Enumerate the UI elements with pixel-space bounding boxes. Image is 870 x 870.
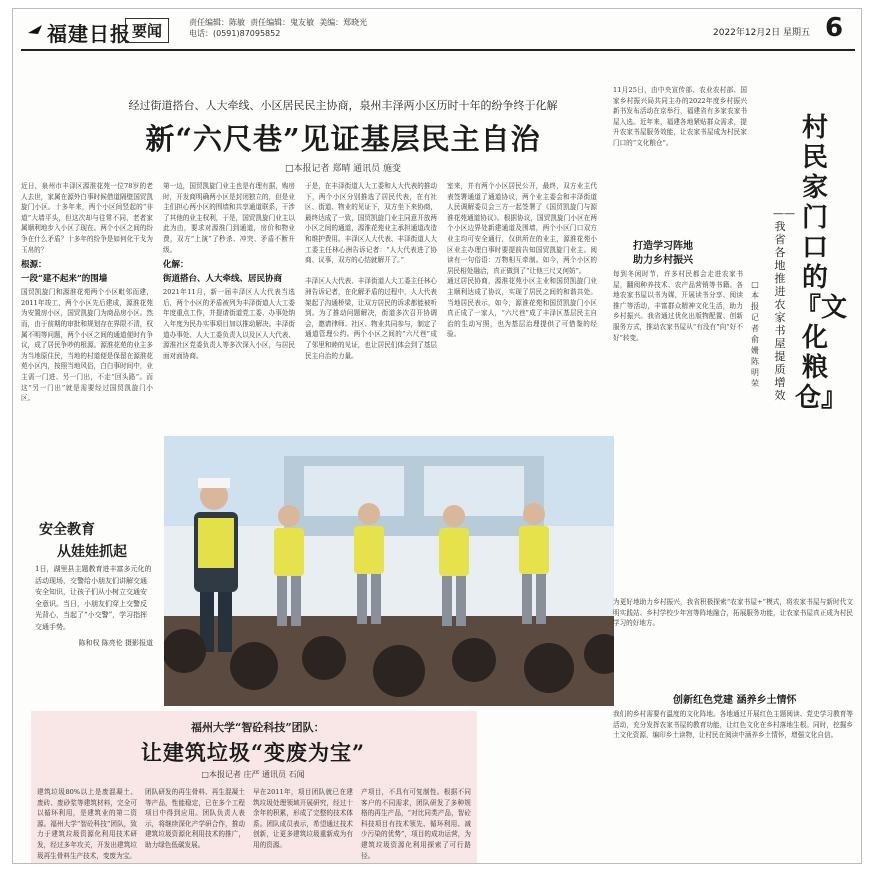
paragraph: 丰泽区人大代表、丰泽街道人大工委主任林心洲告诉记者，在化解矛盾的过程中，人大代表架起了沟通桥梁，让双方居民的诉求都能被听到。为了推动问题解决，街道多次召开协调会，邀请律师、社区、物业共同参与，制定了通道管理公约。两个小区之间的“六尺巷”成了邻里和睦的见证，也让居民们体会到了基层民主自治的力量。	[305, 277, 437, 360]
right-story-headline: 村民家门口的『文化粮仓』	[795, 113, 848, 413]
paragraph: 于是，在丰泽街道人大工委和人大代表的推动下，两个小区分别推选了居民代表，在有社区、街道、物业的见证下，双方坐下来协商，最终达成了一致，国贸凯旋门业主同意开放两小区之间的通道，源淮花苑业主承担通道改造和维护费用。丰泽区人大代表、丰泽街道人大工委主任林心洲告诉记者：“人大代表进了协商、议事，双方的心结就解开了。”	[305, 182, 437, 265]
right-story-subtitle: ——我省各地推进农家书屋提质增效	[773, 207, 795, 402]
main-story-column-1	[21, 181, 153, 431]
right-story-body-3	[613, 709, 853, 861]
paragraph: 建筑垃圾80%以上是废混凝土、废砖、废砂浆等建筑材料，完全可以循环利用，是建筑业的第二资源。福州大学“智砼科技”团队，致力于建筑垃圾资源化利用技术研发，经过多年攻关，开发出建筑垃圾再生骨料生产技术，变废为宝。	[37, 788, 137, 860]
main-story-column-3	[305, 181, 437, 431]
second-story-column-3	[253, 787, 353, 863]
second-story-column-2	[145, 787, 245, 863]
second-story-column-1	[37, 787, 137, 863]
photo-title-line: 从娃娃抓起	[57, 544, 127, 560]
right-subhead: 助力乡村振兴	[633, 255, 693, 266]
right-subhead: 创新红色党建 涵养乡土情怀	[673, 695, 797, 706]
phone-line: 电话：(0591)87095852	[189, 29, 281, 38]
photo-title-line: 安全教育	[39, 522, 95, 538]
subhead: 根源：	[21, 260, 47, 271]
right-story-intro	[613, 85, 747, 225]
paragraph: 每到冬闲时节，许多村民都会走进农家书屋，翻阅种养技术、农产品营销等书籍。各地农家书屋以书为媒，开展读书分享、阅读推广等活动，丰富群众精神文化生活，助力乡村振兴。我省通过优化出版物配置、创新服务方式，推动农家书屋从“有没有”向“好不好”转变。	[613, 270, 743, 342]
main-story-byline: □本报记者 郑晴 通讯员 施变	[284, 164, 402, 174]
second-story-headline: 让建筑垃圾“变废为宝”	[140, 740, 366, 765]
logo-mark-icon	[27, 23, 43, 35]
subhead: 街道搭台、人大牵线、居民协商	[163, 274, 283, 285]
paragraph: 近日，泉州市丰泽区源淮花苑一位78岁的老人去世，家属在源外白事时候借道隔壁国贸凯旋门小区。十多年来，两个小区间竖起的“非道”大墙平头，但这次却与往常不同，老者家属顺利地步入小区了现在。两个小区之间的纷争在什么矛盾？十多年的纷争是如何化干戈为玉帛的？	[21, 182, 153, 254]
paragraph: 通过居民协商，源淮花苑小区主业和国贸凯旋门业主顺利达成了协议，实现了居民之间的和谐共处。当地居民表示，如今，源淮花苑和国贸凯旋门小区真正成了一家人，“六尺巷”成了丰泽区基层民主自治的生动写照，也为基层治理提供了可借鉴的经验。	[447, 277, 597, 339]
editor-line: 责任编辑：鬼友敏	[250, 18, 315, 27]
paragraph: 团队研发的再生骨料、再生混凝土等产品，性能稳定，已在多个工程项目中得到应用。团队负责人表示，将继续深化产学研合作，推动建筑垃圾资源化利用技术的推广，助力绿色低碳发展。	[145, 788, 245, 849]
paragraph: 2021年11月，新一届丰泽区人大代表当选后，两个小区的矛盾被列为丰泽街道人大工委年度重点工作，并提请街道党工委、办事处纳入年度为民办实事项目加以推动解决。丰泽街道办事处、人大工委负责人以及区人大代表、源淮社区党委负责人等多次深入小区，与居民面对面协商。	[163, 288, 295, 360]
main-story-column-4	[447, 181, 597, 431]
editor-line: 美编：郑晓光	[319, 18, 368, 27]
photo-feature-title	[39, 519, 127, 563]
paragraph: 室来，并有两个小区居民公开，最终，双方业主代表签署通道了通道协议，两个业主委会和丰泽街道人民调解委员会三方一起签署了《国贸凯旋门与源淮花苑通道协议》。根据协议，国贸凯旋门小区在两个小区边界处新建通道及围墙，两个小区门口双方业主均可安全通行，仅供所在的业主，源淮花苑小区业主办理白事时要提前告知国贸凯旋门业主。阅读有一句俗语：万物相互牵制。如今，两个小区的居民相处融洽，真正做到了“让他三尺又何妨”。	[447, 182, 597, 275]
second-story-byline: □本报记者 庄严 通讯员 石闻	[201, 770, 305, 779]
main-story-kicker: 经过街道搭台、人大牵线、小区居民民主协商，泉州丰泽两小区历时十年的纷争终于化解	[128, 99, 558, 112]
traffic-safety-photo	[164, 436, 614, 706]
second-story-column-4	[361, 787, 471, 863]
newspaper-logo: 福建日报	[47, 22, 131, 46]
issue-date: 2022年12月2日 星期五	[713, 28, 810, 38]
masthead-rule	[21, 49, 855, 51]
subhead: 化解：	[163, 260, 189, 271]
photo-caption	[35, 564, 153, 649]
paragraph: 第一边，国贸凯旋门业主也是有理有据，购房时，开发商明确两小区是封闭独立的，但是业主们担心两小区的围墙和共享通道联系，干涉了其他的业主权利，于是，国贸凯旋门业主以此为由，要求对源淮门到通道，房价和物业费，双方“上演”了秒杀、冲突、矛盾不断升级。	[163, 182, 295, 254]
main-story-headline: 新“六尺巷”见证基层民主自治	[145, 122, 541, 156]
masthead	[13, 9, 862, 49]
second-story-kicker: 福州大学“智砼科技”团队：	[191, 721, 325, 734]
right-story-body-1	[613, 269, 743, 591]
section-label: 要闻	[125, 18, 169, 43]
caption-text: 1日，湖里县主题教育进丰富多元化的活动现场，交警给小朋友们讲解交通安全知识，让孩子们从小树立交通安全意识。当日，小朋友们穿上交警反光背心，当起了“小交警”，学习指挥交通手势。	[35, 565, 152, 631]
page-number: 6	[825, 13, 844, 43]
paragraph: 我们的乡村需要有温度的文化阵地。各地通过开展红色主题阅读、党史学习教育等活动，充分发挥农家书屋的教育功能，让红色文化在乡村落地生根。同时，挖掘乡土文化资源，编印乡土读物，让村民在阅读中涵养乡土情怀，增强文化自信。	[613, 710, 853, 740]
paragraph: 为更好地助力乡村振兴，我省积极探索“农家书屋+”模式，将农家书屋与新时代文明实践站、乡村学校少年宫等阵地融合，拓展服务功能，让农家书屋真正成为村民学习的好地方。	[613, 598, 853, 628]
editor-credits	[189, 17, 367, 39]
main-story-column-2	[163, 181, 295, 431]
right-story-byline: □本报记者 俞姗 陈明荣	[751, 280, 759, 388]
subhead: 一段“建不起来”的围墙	[21, 274, 108, 285]
newspaper-page	[12, 8, 862, 864]
paragraph: 国贸凯旋门和源淮花苑两个小区毗邻而建，2011年竣工，两个小区先后建成，源淮花苑为安置房小区，国贸凯旋门为商品房小区。然而，由于前期的审批和规划存在界限不清，权属不明等问题，两个小区之间的通道便时有争议，成了居民争吵的根源。源淮花苑的业主多为当地原住民，当地的村道便是保留在源淮花苑小区内，按照当地风俗，白白事时间中，业主需一门进、另一门出，不走“回头路”。而这“另一门出”就是需要经过国贸凯旋门小区。	[21, 288, 153, 403]
right-story-body-2	[613, 597, 853, 689]
photo-illustration	[164, 436, 614, 706]
paragraph: 产项目，不具有可复制性。根据不同客户的不同需求，团队研发了多种规格的再生产品，“对比同类产品，智砼科技项目有技术领先、循环利用、减少污染的优势”，项目的成功运营，为建筑垃圾资源化利用探索了可行路径。	[361, 788, 471, 860]
paragraph: 11月25日，由中央宣传部、农业农村部、国家乡村振兴局共同主办的2022年度乡村振兴新书发布活动在京举行，福建省有多家农家书屋入选。近年来，福建各地紧贴群众需求，提升农家书屋服务效能，让农家书屋成为村民家门口的“文化粮仓”。	[613, 86, 747, 147]
paragraph: 早在2011年，项目团队就已在建筑垃圾处理领域开展研究，经过十余年的积累，形成了完整的技术体系。团队成员表示，希望通过技术创新，让更多建筑垃圾重新成为有用的资源。	[253, 788, 353, 849]
editor-line: 责任编辑：陈敏	[189, 18, 245, 27]
photo-credit: 陈和权 陈亮伦 摄影报道	[78, 638, 153, 647]
right-subhead: 打造学习阵地	[633, 241, 693, 252]
